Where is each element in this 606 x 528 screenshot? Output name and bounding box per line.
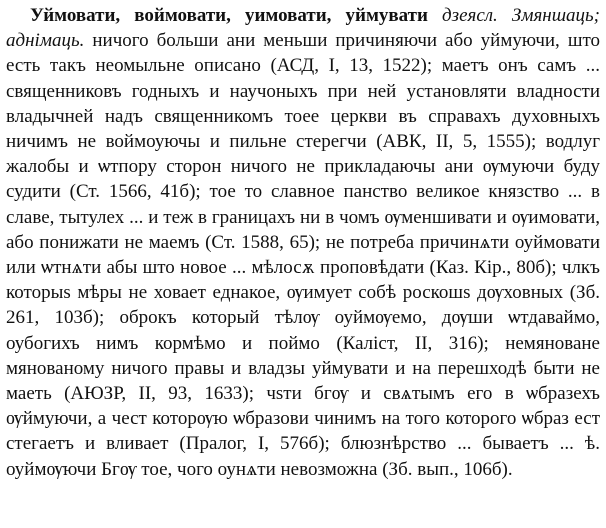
headword: Уймовати, воймовати, уимовати, уймувати xyxy=(30,5,428,26)
gloss: Змяншаць; аднімаць. xyxy=(6,5,601,52)
entry-citations: ничого больши ани меньши причиняючи або уймуючи, што есть такъ неомыльне описано (АСД, I, 13, 1522); маетъ онъ самъ ... священниковъ годныхъ и научоныхъ при ней установляти владности владычней надъ священникомъ тоее церкви въ справахъ духовныхъ ничимъ не воймоуючы и пильне стерегчи (АВК, II, 5, 1555); водлуг жалобы и ѡтпору сторон ничого не прикладаючы ани ѹмуючи буду судити (Ст. 1566, 41б); тое то славное панство великое князство ... в славе, тытулех ... и теж в границахъ ни в чомъ ѹменшивати и ѹимовати, або понижати не маемъ (Ст. 1588, 65); не потреба причинѧти оуймовати или ѡтнѧти абы што новое ... мѣлосѫ проповѣдати (Каз. Кір., 80б); члкъ которыѕ мѣры не ховает еднакое, ѹимует собѣ роскошѕ дѹховных (Зб. 261, 103б); оброкъ который тѣлѹ оуймѹемо, дѹши ѡтдаваймо, оубогихъ нимъ кормѣмо и поймо (Каліст, II, 316); немяноване мянованому ничого правы и владзы уймувати и на перешходѣ быти не маеть (АЮЗР, II, 93, 1633); чѕти бгѹ и свѧтымъ его в ѡбразехъ ѹймуючи, а чест которѹю ѡбразови чинимъ на того которого ѡбраз ест стегаетъ и вливает (Пралог, I, 576б); блюзнѣрство ... бываетъ ... ѣ. оуймѹючи Бгѹ тое, чого оунѧти невозможна (Зб. вып., 106б). xyxy=(6,30,601,480)
part-of-speech: дзеясл. xyxy=(442,5,498,26)
